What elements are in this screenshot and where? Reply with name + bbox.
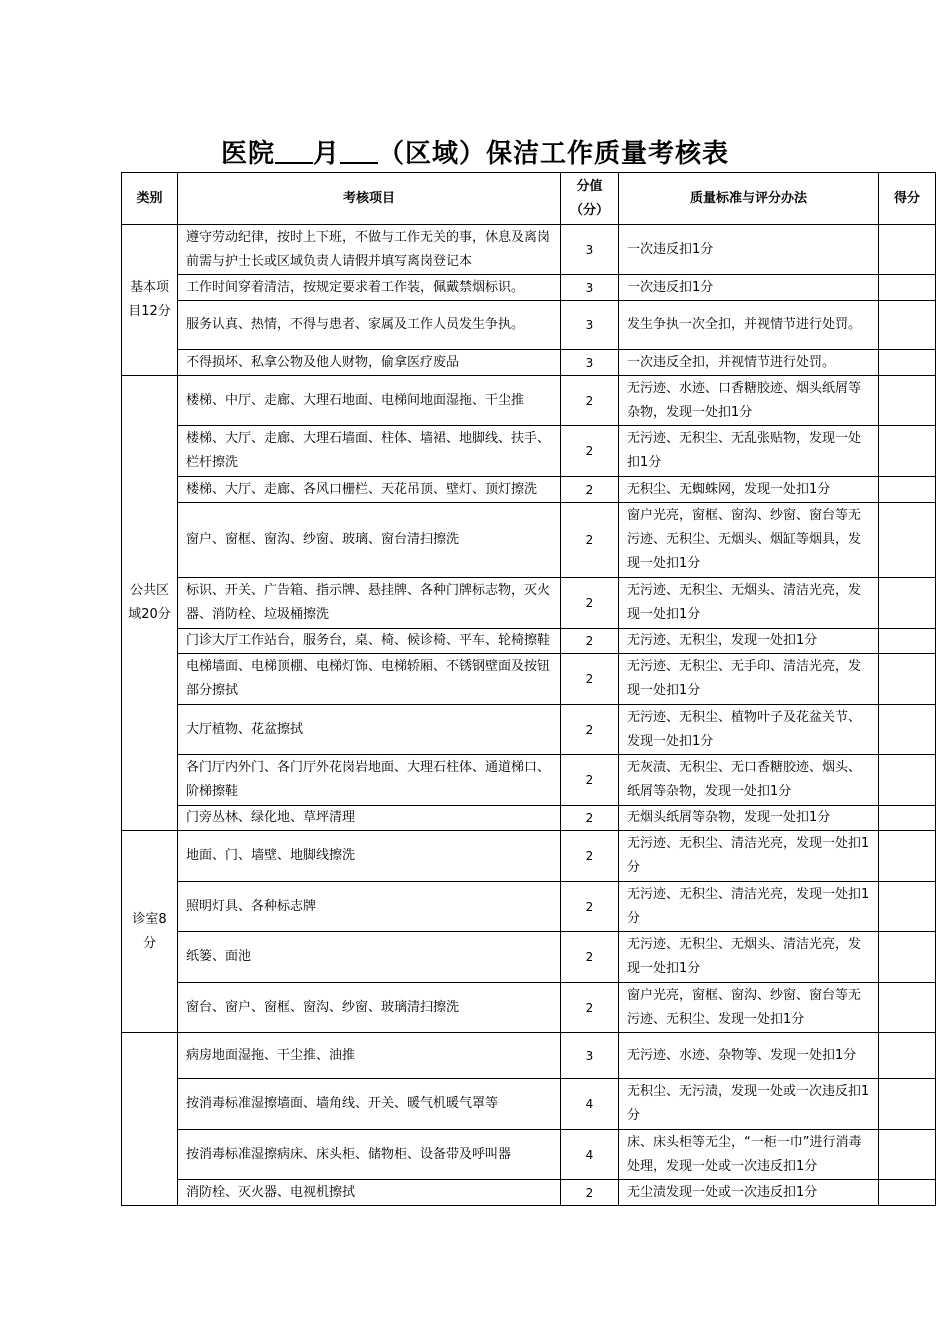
score-cell: 4 xyxy=(561,1079,619,1130)
standard-cell: 无污迹、无积尘、清洁光亮，发现一处扣1分 xyxy=(619,831,879,882)
table-row xyxy=(122,932,936,983)
got-score-cell[interactable] xyxy=(879,882,936,932)
table-row xyxy=(122,705,936,755)
score-cell: 3 xyxy=(561,301,619,350)
standard-cell: 无污迹、水迹、口香糖胶迹、烟头纸屑等杂物，发现一处扣1分 xyxy=(619,376,879,426)
table-row xyxy=(122,755,936,806)
table-row xyxy=(122,275,936,301)
got-score-cell[interactable] xyxy=(879,426,936,477)
score-cell: 3 xyxy=(561,225,619,275)
title-part-rest: （区域）保洁工作质量考核表 xyxy=(378,139,730,169)
table-row xyxy=(122,1130,936,1180)
standard-cell: 一次违反扣1分 xyxy=(619,225,879,275)
table-row xyxy=(122,426,936,477)
item-cell: 各门厅内外门、各门厅外花岗岩地面、大理石柱体、通道梯口、阶梯擦鞋 xyxy=(178,755,561,806)
item-cell: 电梯墙面、电梯顶棚、电梯灯饰、电梯轿厢、不锈钢壁面及按钮部分擦拭 xyxy=(178,654,561,705)
standard-cell: 无污迹、无积尘，发现一处扣1分 xyxy=(619,629,879,654)
score-cell: 2 xyxy=(561,755,619,806)
header-score: 分值（分） xyxy=(561,173,619,225)
item-cell: 地面、门、墙壁、地脚线擦洗 xyxy=(178,831,561,882)
got-score-cell[interactable] xyxy=(879,1079,936,1130)
score-cell: 2 xyxy=(561,705,619,755)
score-cell: 2 xyxy=(561,376,619,426)
item-cell: 不得损坏、私拿公物及他人财物，偷拿医疗废品 xyxy=(178,350,561,376)
item-cell: 楼梯、大厅、走廊、各风口栅栏、天花吊顶、壁灯、顶灯擦洗 xyxy=(178,477,561,503)
score-cell: 4 xyxy=(561,1130,619,1180)
item-cell: 病房地面湿拖、干尘推、油推 xyxy=(178,1033,561,1079)
got-score-cell[interactable] xyxy=(879,1180,936,1206)
table-row xyxy=(122,1180,936,1206)
score-cell: 3 xyxy=(561,1033,619,1079)
got-score-cell[interactable] xyxy=(879,705,936,755)
header-item: 考核项目 xyxy=(178,173,561,225)
table-row xyxy=(122,654,936,705)
got-score-cell[interactable] xyxy=(879,755,936,806)
header-got: 得分 xyxy=(879,173,936,225)
score-cell: 2 xyxy=(561,578,619,629)
got-score-cell[interactable] xyxy=(879,806,936,831)
table-row xyxy=(122,1079,936,1130)
table-row xyxy=(122,882,936,932)
standard-cell: 一次违反扣1分 xyxy=(619,275,879,301)
got-score-cell[interactable] xyxy=(879,1130,936,1180)
score-cell: 2 xyxy=(561,503,619,578)
standard-cell: 无污迹、无积尘、无烟头、清洁光亮，发现一处扣1分 xyxy=(619,578,879,629)
score-cell: 2 xyxy=(561,882,619,932)
got-score-cell[interactable] xyxy=(879,503,936,578)
standard-cell: 发生争执一次全扣，并视情节进行处罚。 xyxy=(619,301,879,350)
item-cell: 服务认真、热情，不得与患者、家属及工作人员发生争执。 xyxy=(178,301,561,350)
got-score-cell[interactable] xyxy=(879,831,936,882)
got-score-cell[interactable] xyxy=(879,376,936,426)
header-category: 类别 xyxy=(122,173,178,225)
score-cell: 2 xyxy=(561,1180,619,1206)
table-row xyxy=(122,1033,936,1079)
table-row xyxy=(122,225,936,275)
standard-cell: 窗户光亮，窗框、窗沟、纱窗、窗台等无污迹、无积尘、发现一处扣1分 xyxy=(619,983,879,1033)
score-cell: 2 xyxy=(561,629,619,654)
got-score-cell[interactable] xyxy=(879,629,936,654)
got-score-cell[interactable] xyxy=(879,477,936,503)
item-cell: 工作时间穿着清洁，按规定要求着工作装，佩戴禁烟标识。 xyxy=(178,275,561,301)
item-cell: 窗台、窗户、窗框、窗沟、纱窗、玻璃清扫擦洗 xyxy=(178,983,561,1033)
standard-cell: 床、床头柜等无尘，“一柜一巾”进行消毒处理，发现一处或一次违反扣1分 xyxy=(619,1130,879,1180)
title-blank-1 xyxy=(275,140,313,164)
got-score-cell[interactable] xyxy=(879,983,936,1033)
got-score-cell[interactable] xyxy=(879,578,936,629)
item-cell: 消防栓、灭火器、电视机擦拭 xyxy=(178,1180,561,1206)
table-row xyxy=(122,350,936,376)
got-score-cell[interactable] xyxy=(879,225,936,275)
standard-cell: 无污迹、无积尘、植物叶子及花盆关节、发现一处扣1分 xyxy=(619,705,879,755)
item-cell: 楼梯、大厅、走廊、大理石墙面、柱体、墙裙、地脚线、扶手、栏杆擦洗 xyxy=(178,426,561,477)
standard-cell: 一次违反全扣，并视情节进行处罚。 xyxy=(619,350,879,376)
score-cell: 3 xyxy=(561,350,619,376)
item-cell: 门诊大厅工作站台，服务台，桌、椅、候诊椅、平车、轮椅擦鞋 xyxy=(178,629,561,654)
table-row xyxy=(122,831,936,882)
standard-cell: 无积尘、无蜘蛛网，发现一处扣1分 xyxy=(619,477,879,503)
standard-cell: 无污迹、水迹、杂物等、发现一处扣1分 xyxy=(619,1033,879,1079)
page-title xyxy=(0,133,950,170)
table-row xyxy=(122,503,936,578)
category-cell-ward xyxy=(122,1033,178,1206)
got-score-cell[interactable] xyxy=(879,350,936,376)
table-row xyxy=(122,806,936,831)
table-row xyxy=(122,629,936,654)
category-cell-basic: 基本项目12分 xyxy=(122,225,178,376)
standard-cell: 无污迹、无积尘、无烟头、清洁光亮，发现一处扣1分 xyxy=(619,932,879,983)
got-score-cell[interactable] xyxy=(879,1033,936,1079)
standard-cell: 无污迹、无积尘、清洁光亮，发现一处扣1分 xyxy=(619,882,879,932)
item-cell: 纸篓、面池 xyxy=(178,932,561,983)
score-cell: 2 xyxy=(561,983,619,1033)
title-blank-2 xyxy=(340,140,378,164)
got-score-cell[interactable] xyxy=(879,654,936,705)
score-cell: 2 xyxy=(561,477,619,503)
standard-cell: 窗户光亮，窗框、窗沟、纱窗、窗台等无污迹、无积尘、无烟头、烟缸等烟具，发现一处扣1分 xyxy=(619,503,879,578)
title-part-hospital: 医院 xyxy=(220,139,275,169)
standard-cell: 无污迹、无积尘、无手印、清洁光亮，发现一处扣1分 xyxy=(619,654,879,705)
standard-cell: 无积尘、无污渍，发现一处或一次违反扣1分 xyxy=(619,1079,879,1130)
item-cell: 照明灯具、各种标志牌 xyxy=(178,882,561,932)
score-cell: 2 xyxy=(561,426,619,477)
got-score-cell[interactable] xyxy=(879,301,936,350)
table-row xyxy=(122,983,936,1033)
table-row xyxy=(122,376,936,426)
item-cell: 窗户、窗框、窗沟、纱窗、玻璃、窗台清扫擦洗 xyxy=(178,503,561,578)
score-cell: 2 xyxy=(561,831,619,882)
item-cell: 标识、开关、广告箱、指示牌、悬挂牌、各种门牌标志物，灭火器、消防栓、垃圾桶擦洗 xyxy=(178,578,561,629)
standard-cell: 无烟头纸屑等杂物，发现一处扣1分 xyxy=(619,806,879,831)
item-cell: 按消毒标准湿擦墙面、墙角线、开关、暖气机暖气罩等 xyxy=(178,1079,561,1130)
title-part-month: 月 xyxy=(312,139,340,169)
table-row xyxy=(122,578,936,629)
score-cell: 3 xyxy=(561,275,619,301)
assessment-table xyxy=(121,172,936,1206)
item-cell: 楼梯、中厅、走廊、大理石地面、电梯间地面湿拖、干尘推 xyxy=(178,376,561,426)
standard-cell: 无污迹、无积尘、无乱张贴物，发现一处扣1分 xyxy=(619,426,879,477)
item-cell: 按消毒标准湿擦病床、床头柜、储物柜、设备带及呼叫器 xyxy=(178,1130,561,1180)
score-cell: 2 xyxy=(561,806,619,831)
item-cell: 大厅植物、花盆擦拭 xyxy=(178,705,561,755)
item-cell: 门旁丛林、绿化地、草坪清理 xyxy=(178,806,561,831)
standard-cell: 无尘渍发现一处或一次违反扣1分 xyxy=(619,1180,879,1206)
got-score-cell[interactable] xyxy=(879,932,936,983)
header-row xyxy=(122,173,936,225)
category-cell-clinic: 诊室8分 xyxy=(122,831,178,1033)
item-cell: 遵守劳动纪律，按时上下班，不做与工作无关的事，休息及离岗前需与护士长或区域负责人请假并填写离岗登记本 xyxy=(178,225,561,275)
score-cell: 2 xyxy=(561,654,619,705)
table-row xyxy=(122,477,936,503)
score-cell: 2 xyxy=(561,932,619,983)
got-score-cell[interactable] xyxy=(879,275,936,301)
standard-cell: 无灰渍、无积尘、无口香糖胶迹、烟头、纸屑等杂物，发现一处扣1分 xyxy=(619,755,879,806)
table-row xyxy=(122,301,936,350)
header-standard: 质量标准与评分办法 xyxy=(619,173,879,225)
category-cell-public: 公共区域20分 xyxy=(122,376,178,831)
